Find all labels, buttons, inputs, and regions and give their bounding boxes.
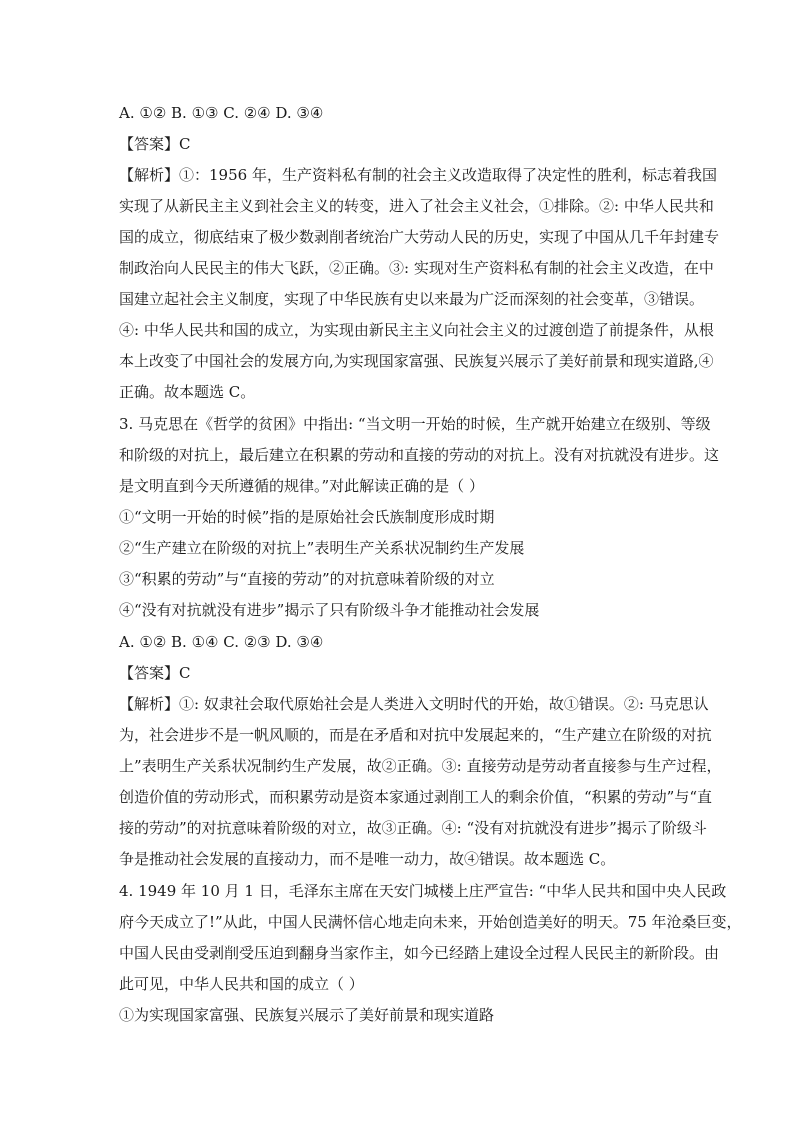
- question-line: 4. 1949 年 10 月 1 日，毛泽东主席在天安门城楼上庄严宣告: “中华人民共和国中央人民政: [119, 882, 727, 900]
- statement-line: ①“文明一开始的时候”指的是原始社会氏族制度形成时期: [119, 508, 495, 526]
- statement-line: ②“生产建立在阶级的对抗上”表明生产关系状况制约生产发展: [119, 539, 525, 557]
- question-line: 中国人民由受剥削受压迫到翻身当家作主，如今已经踏上建设全过程人民民主的新阶段。由: [119, 944, 720, 962]
- analysis-line: 创造价值的劳动形式，而积累劳动是资本家通过剥削工人的剩余价值，“积累的劳动”与“直: [119, 788, 713, 806]
- answer-line: 【答案】C: [119, 664, 191, 682]
- options-line: A. ①② B. ①④ C. ②③ D. ③④: [119, 633, 324, 651]
- analysis-line: 正确。故本题选 C。: [119, 383, 256, 401]
- question-line: 此可见，中华人民共和国的成立（ ）: [119, 975, 364, 993]
- statement-line: ④“没有对抗就没有进步”揭示了只有阶级斗争才能推动社会发展: [119, 601, 540, 619]
- analysis-line: 制政治向人民民主的伟大飞跃，②正确。③: 实现对生产资料私有制的社会主义改造，在中: [119, 259, 714, 277]
- analysis-line: 实现了从新民主主义到社会主义的转变，进入了社会主义社会，①排除。②: 中华人民共和: [119, 197, 714, 215]
- question-line: 是文明直到今天所遵循的规律。”对此解读正确的是（ ）: [119, 477, 484, 495]
- question-line: 府今天成立了!”从此，中国人民满怀信心地走向未来，开始创造美好的明天。75 年沧桑巨变，: [119, 913, 742, 931]
- analysis-line: 争是推动社会发展的直接动力，而不是唯一动力，故④错误。故本题选 C。: [119, 850, 616, 868]
- analysis-line: 上”表明生产关系状况制约生产发展，故②正确。③: 直接劳动是劳动者直接参与生产过程，: [119, 757, 722, 775]
- analysis-line: 国的成立，彻底结束了极少数剥削者统治广大劳动人民的历史，实现了中国从几千年封建专: [119, 228, 720, 246]
- analysis-line: ④: 中华人民共和国的成立，为实现由新民主主义向社会主义的过渡创造了前提条件，从根: [119, 321, 714, 339]
- analysis-line: 本上改变了中国社会的发展方向,为实现国家富强、民族复兴展示了美好前景和现实道路,④: [119, 352, 714, 370]
- analysis-line: 国建立起社会主义制度，实现了中华民族有史以来最为广泛而深刻的社会变革，③错误。: [119, 290, 705, 308]
- analysis-line: 接的劳动”的对抗意味着阶级的对立，故③正确。④: “没有对抗就没有进步”揭示了阶级斗: [119, 819, 707, 837]
- statement-line: ①为实现国家富强、民族复兴展示了美好前景和现实道路: [119, 1006, 495, 1024]
- question-line: 和阶级的对抗上，最后建立在积累的劳动和直接的劳动的对抗上。没有对抗就没有进步。这: [119, 446, 720, 464]
- question-line: 3. 马克思在《哲学的贫困》中指出: “当文明一开始的时候，生产就开始建立在级别、等级: [119, 415, 711, 433]
- answer-line: 【答案】C: [119, 135, 191, 153]
- options-line: A. ①② B. ①③ C. ②④ D. ③④: [119, 104, 324, 122]
- analysis-line: 为，社会进步不是一帆风顺的，而是在矛盾和对抗中发展起来的，“生产建立在阶级的对抗: [119, 726, 712, 744]
- analysis-line: 【解析】①: 奴隶社会取代原始社会是人类进入文明时代的开始，故①错误。②: 马克思认: [119, 695, 709, 713]
- statement-line: ③“积累的劳动”与“直接的劳动”的对抗意味着阶级的对立: [119, 570, 495, 588]
- analysis-line: 【解析】①：1956 年，生产资料私有制的社会主义改造取得了决定性的胜利，标志着我国: [119, 166, 717, 184]
